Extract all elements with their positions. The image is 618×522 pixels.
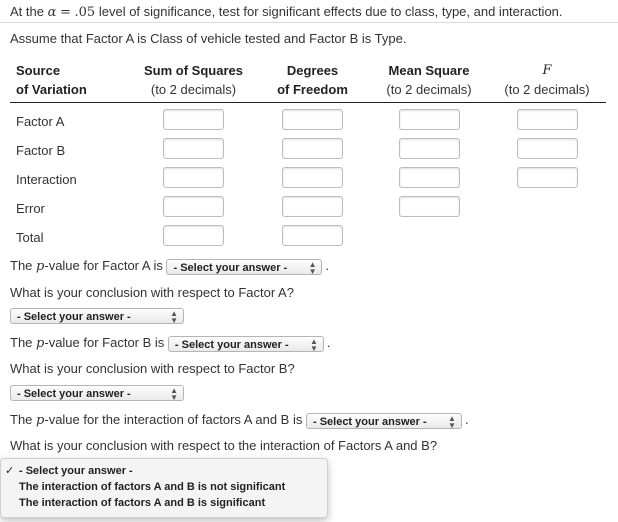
- header-ms: Mean Square: [388, 62, 470, 78]
- row-label: Interaction: [16, 171, 77, 187]
- header-ss: Sum of Squares: [144, 62, 243, 78]
- select-arrows-icon: ▲ ▼: [170, 309, 178, 325]
- dropdown-option-placeholder[interactable]: - Select your answer -: [19, 465, 133, 477]
- ms-interaction-input[interactable]: [399, 167, 460, 188]
- conclusion-factor-b-select[interactable]: - Select your answer - ▲ ▼: [10, 385, 184, 401]
- df-factor-a-input[interactable]: [282, 109, 343, 130]
- alpha-symbol: α: [47, 5, 57, 20]
- conclusion-factor-a-select[interactable]: - Select your answer - ▲ ▼: [10, 308, 184, 324]
- header-f: F: [542, 63, 552, 78]
- f-interaction-input[interactable]: [517, 167, 578, 188]
- row-label: Error: [16, 200, 45, 216]
- ss-factor-a-input[interactable]: [163, 109, 224, 130]
- conclusion-interaction-question: What is your conclusion with respect to the interaction of Factors A and B?: [10, 438, 438, 453]
- dropdown-option-significant[interactable]: The interaction of factors A and B is significant: [19, 497, 266, 509]
- header-source: Source: [16, 62, 61, 78]
- select-arrows-icon: ▲ ▼: [310, 336, 318, 353]
- alpha-value: .05: [74, 5, 96, 20]
- divider: [0, 22, 618, 23]
- header-ss-sub: (to 2 decimals): [132, 82, 255, 103]
- row-error: [10, 194, 606, 223]
- pvalue-factor-a-question: The p-value for Factor A is - Select your answer - ▲ ▼ .: [10, 258, 330, 276]
- ms-factor-a-input[interactable]: [399, 109, 460, 130]
- row-label: Factor A: [16, 113, 65, 129]
- checkmark-icon: ✓: [5, 465, 15, 477]
- pvalue-factor-b-question: The p-value for Factor B is - Select your answer - ▲ ▼ .: [10, 335, 331, 353]
- ss-interaction-input[interactable]: [163, 167, 224, 188]
- row-total: [10, 223, 606, 252]
- header-ms-sub: (to 2 decimals): [370, 82, 488, 103]
- ss-factor-b-input[interactable]: [163, 138, 224, 159]
- pvalue-factor-a-select[interactable]: - Select your answer - ▲ ▼: [166, 259, 322, 275]
- f-factor-a-input[interactable]: [517, 109, 578, 130]
- select-arrows-icon: ▲ ▼: [170, 386, 178, 402]
- header-f-sub: (to 2 decimals): [488, 82, 606, 103]
- select-arrows-icon: ▲ ▼: [308, 259, 317, 276]
- select-arrows-icon: ▲ ▼: [448, 413, 456, 430]
- row-interaction: [10, 165, 606, 194]
- header-source-sub: of Variation: [10, 82, 132, 103]
- header-df-sub: of Freedom: [255, 82, 370, 103]
- df-error-input[interactable]: [282, 196, 343, 217]
- row-factor-a: [10, 107, 606, 136]
- instruction-line-2: Assume that Factor A is Class of vehicle tested and Factor B is Type.: [10, 31, 407, 46]
- row-factor-b: [10, 136, 606, 165]
- ss-error-input[interactable]: [163, 196, 224, 217]
- df-factor-b-input[interactable]: [282, 138, 343, 159]
- pvalue-interaction-question: The p-value for the interaction of factors A and B is - Select your answer - ▲ ▼ .: [10, 412, 469, 430]
- conclusion-factor-a-question: What is your conclusion with respect to Factor A?: [10, 285, 294, 300]
- ms-factor-b-input[interactable]: [399, 138, 460, 159]
- conclusion-factor-b-question: What is your conclusion with respect to Factor B?: [10, 361, 295, 376]
- ss-total-input[interactable]: [163, 225, 224, 246]
- conclusion-interaction-dropdown[interactable]: [0, 458, 328, 518]
- header-df: Degrees: [286, 62, 339, 78]
- pvalue-interaction-select[interactable]: - Select your answer - ▲ ▼: [306, 413, 462, 429]
- row-label: Total: [16, 229, 44, 245]
- f-factor-b-input[interactable]: [517, 138, 578, 159]
- ms-error-input[interactable]: [399, 196, 460, 217]
- anova-table: [10, 58, 606, 252]
- instruction-line-1: At the α = .05 level of significance, test for significant effects due to class, type, and interaction.: [10, 4, 563, 20]
- row-label: Factor B: [16, 142, 66, 158]
- df-interaction-input[interactable]: [282, 167, 343, 188]
- df-total-input[interactable]: [282, 225, 343, 246]
- dropdown-option-not-significant[interactable]: The interaction of factors A and B is not significant: [19, 481, 286, 493]
- pvalue-factor-b-select[interactable]: - Select your answer - ▲ ▼: [168, 336, 324, 352]
